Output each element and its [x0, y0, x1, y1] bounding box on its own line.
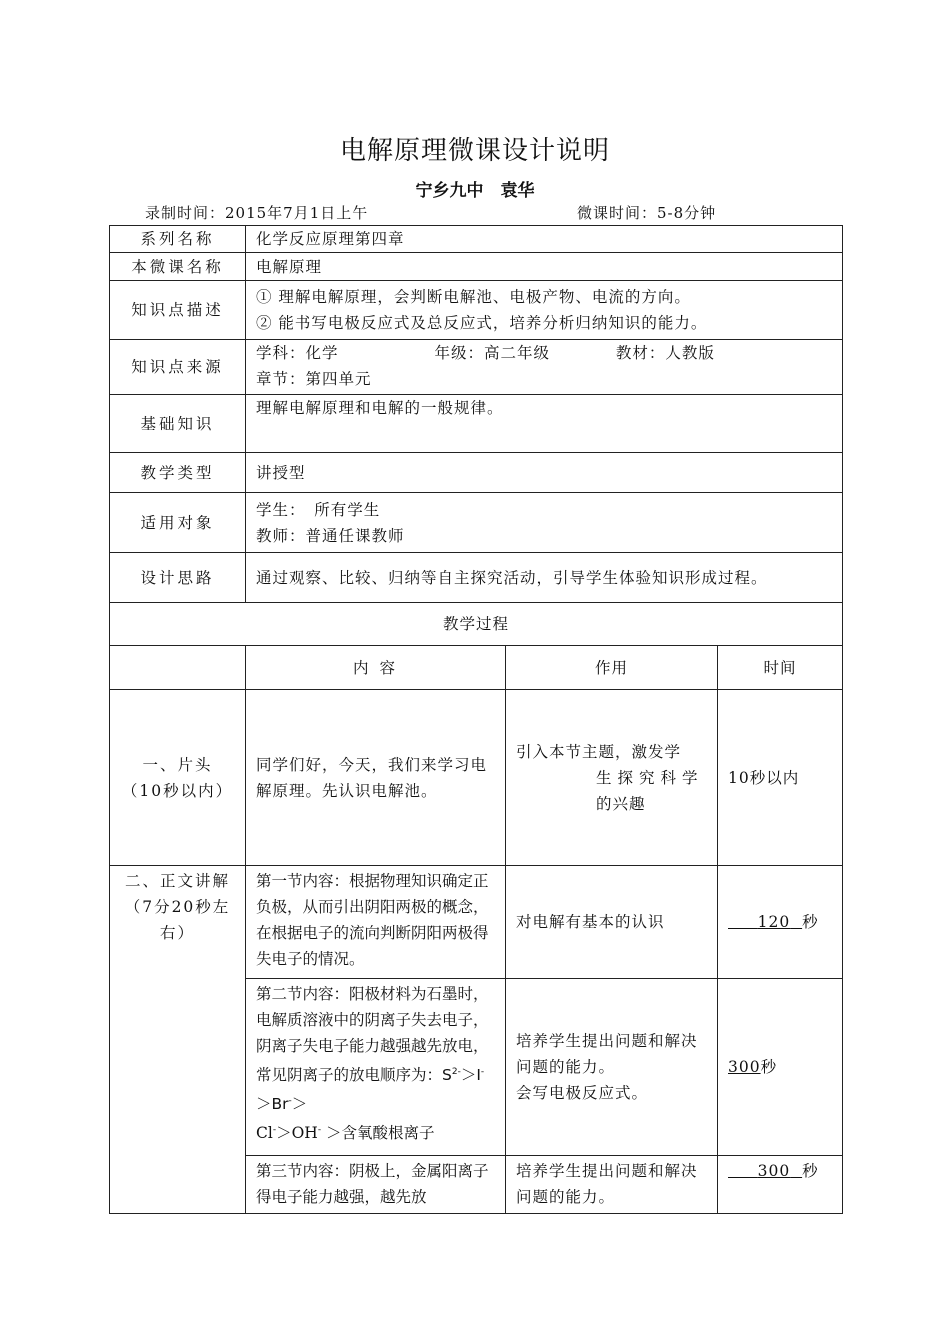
intro-stage-title: 一、片头: [142, 755, 213, 774]
label-lesson-name: 本微课名称: [110, 253, 246, 281]
subject: 学科：化学: [256, 344, 339, 362]
intro-purpose-line-3: 的兴趣: [596, 794, 646, 813]
row-series: [110, 226, 843, 253]
section-3-time-unit: 秒: [802, 1162, 819, 1180]
audience-teachers: 教师：普通任课教师: [256, 526, 405, 545]
grade: 年级：高二年级: [434, 344, 550, 362]
row-intro: [110, 690, 843, 866]
body-stage: [110, 866, 246, 1214]
section-3-purpose: 培养学生提出问题和解决问题的能力。: [506, 1156, 718, 1214]
section-2-content: [246, 979, 506, 1156]
section-3-time-value: 300: [757, 1162, 791, 1180]
section-2-time-value: 300: [728, 1058, 761, 1076]
body-stage-time: （7分20秒左右）: [124, 898, 231, 942]
value-audience: [246, 493, 843, 553]
value-teaching-type: 讲授型: [246, 453, 843, 493]
value-lesson-name: 电解原理: [246, 253, 843, 281]
section-2-purpose-line-2: 会写电极反应式。: [516, 1084, 649, 1102]
intro-stage-time: （10秒以内）: [121, 781, 234, 800]
section-2-text: 第二节内容：阳极材料为石墨时，电解质溶液中的阴离子失去电子，阴离子失电子能力越强越先放电，常见阴离子的放电顺序为：: [256, 985, 489, 1085]
label-audience: 适用对象: [110, 493, 246, 553]
section-1-time: [718, 866, 843, 979]
row-teaching-type: [110, 453, 843, 493]
section-3-time: [718, 1156, 843, 1214]
row-lesson-name: [110, 253, 843, 281]
label-basic-knowledge: 基础知识: [110, 395, 246, 453]
intro-purpose-line-1: 引入本节主题，激发学: [516, 742, 682, 761]
author-line: 宁乡九中 袁华: [415, 181, 535, 201]
section-1-purpose: 对电解有基本的认识: [506, 866, 718, 979]
row-section-1: [110, 866, 843, 979]
label-design-idea: 设计思路: [110, 553, 246, 603]
label-teaching-type: 教学类型: [110, 453, 246, 493]
row-design-idea: [110, 553, 843, 603]
label-knowledge-source: 知识点来源: [110, 340, 246, 395]
section-1-time-value: 120: [757, 913, 791, 931]
anion-order-part-1: $S^{2-}>I^->Br^->$: [256, 1066, 485, 1114]
section-1-time-unit: 秒: [802, 913, 819, 931]
row-basic-knowledge: [110, 395, 843, 453]
column-content: 内 容: [246, 646, 506, 690]
value-knowledge-desc: [246, 281, 843, 340]
section-2-time: [718, 979, 843, 1156]
textbook: 教材：人教版: [615, 344, 715, 362]
intro-purpose: [506, 690, 718, 866]
row-audience: [110, 493, 843, 553]
body-stage-title: 二、正文讲解: [124, 872, 230, 890]
column-time: 时间: [718, 646, 843, 690]
section-2-time-unit: 秒: [760, 1058, 778, 1076]
knowledge-line-1: ① 理解电解原理，会判断电解池、电极产物、电流的方向。: [256, 288, 691, 306]
value-series: 化学反应原理第四章: [246, 226, 843, 253]
page-title: 电解原理微课设计说明: [339, 136, 610, 166]
value-design-idea: 通过观察、比较、归纳等自主探究活动，引导学生体验知识形成过程。: [246, 553, 843, 603]
label-knowledge-desc: 知识点描述: [110, 281, 246, 340]
value-basic-knowledge: 理解电解原理和电解的一般规律。: [246, 395, 843, 453]
row-process-columns: [110, 646, 843, 690]
intro-stage: [110, 690, 246, 866]
section-3-content: 第三节内容：阴极上，金属阳离子得电子能力越强，越先放: [246, 1156, 506, 1214]
row-process-heading: [110, 603, 843, 646]
duration: 微课时间：5-8分钟: [577, 204, 717, 222]
column-stage-empty: [110, 646, 246, 690]
record-time: 录制时间：2015年7月1日上午: [145, 204, 369, 222]
knowledge-line-2: ② 能书写电极反应式及总反应式，培养分析归纳知识的能力。: [256, 314, 708, 332]
audience-students: 学生： 所有学生: [256, 500, 381, 519]
label-series: 系列名称: [110, 226, 246, 253]
intro-content: 同学们好，今天，我们来学习电解原理。先认识电解池。: [246, 690, 506, 866]
section-2-purpose: [506, 979, 718, 1156]
intro-time: 10秒以内: [718, 690, 843, 866]
section-1-content: 第一节内容：根据物理知识确定正负极，从而引出阴阳两极的概念，在根据电子的流向判断阴阳两极得失电子的情况。: [246, 866, 506, 979]
row-knowledge-source: [110, 340, 843, 395]
anion-order-part-2: Cl-＞OH- ＞含氧酸根离子: [256, 1124, 435, 1143]
intro-purpose-line-2: 生探究科学: [596, 768, 704, 787]
section-2-purpose-line-1: 培养学生提出问题和解决问题的能力。: [516, 1032, 698, 1076]
column-purpose: 作用: [506, 646, 718, 690]
process-heading: 教学过程: [110, 603, 843, 646]
row-knowledge-desc: [110, 281, 843, 340]
chapter: 章节：第四单元: [256, 370, 372, 388]
value-knowledge-source: [246, 340, 843, 395]
design-table: [109, 225, 843, 1214]
